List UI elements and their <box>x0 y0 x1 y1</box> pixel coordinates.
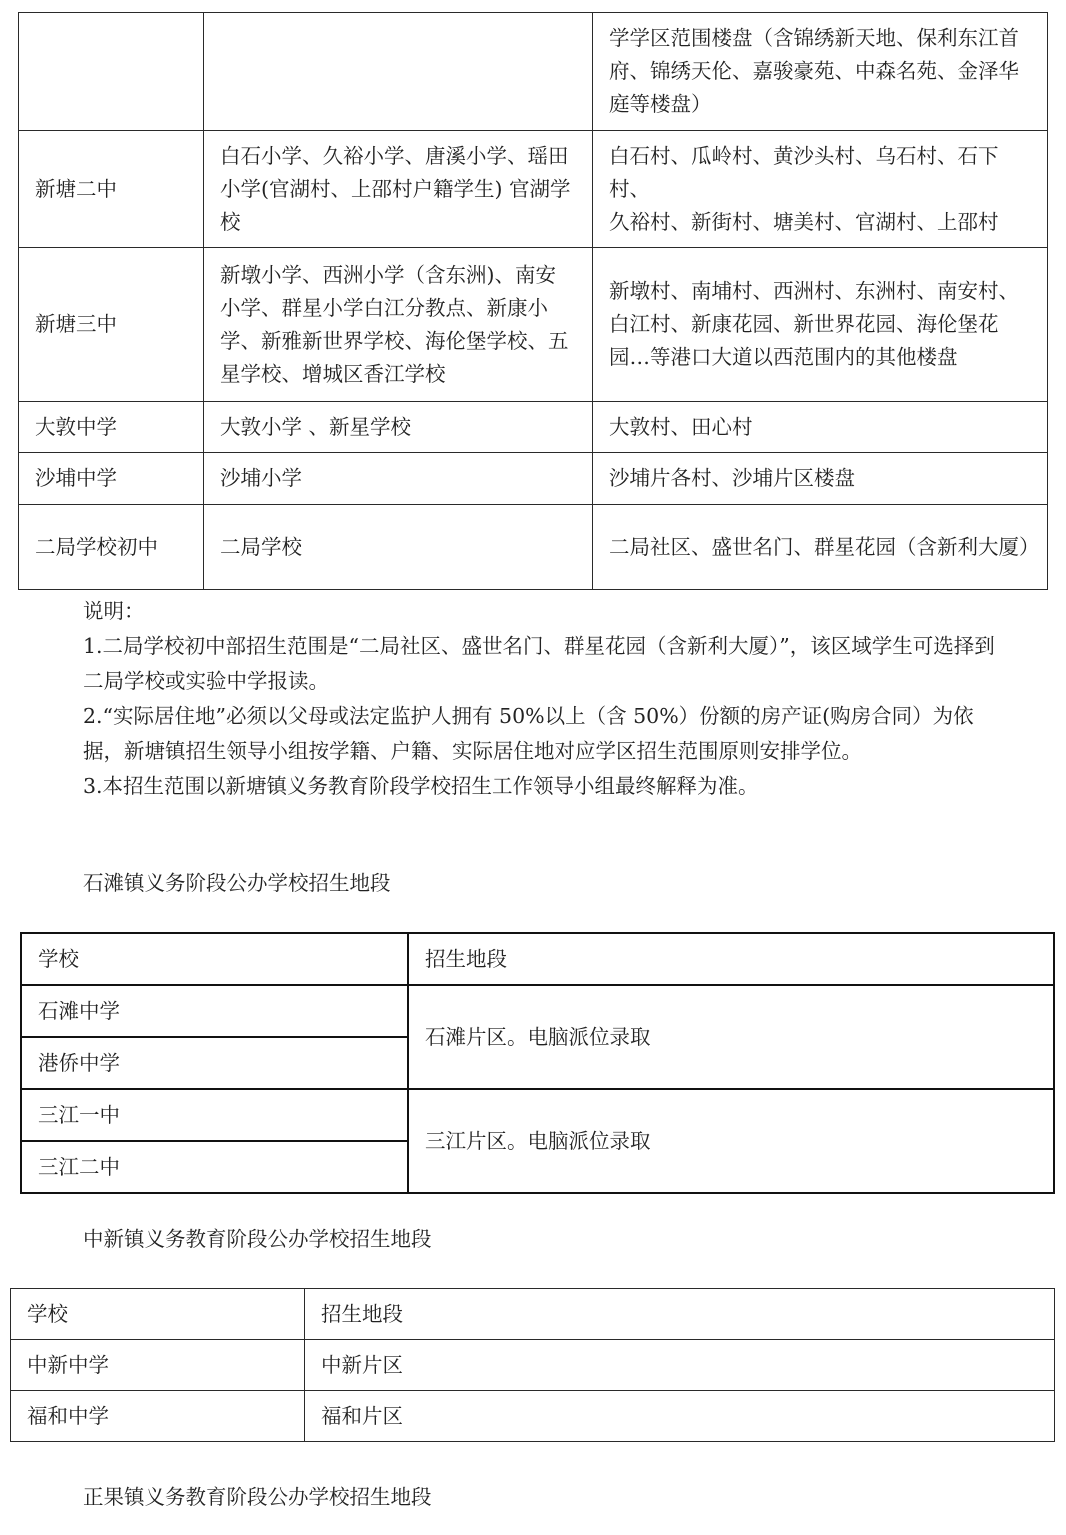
column-header-school: 学校 <box>21 933 408 985</box>
table-row <box>19 13 1048 131</box>
table-row <box>19 131 1048 248</box>
area-cell: 学学区范围楼盘（含锦绣新天地、保利东江首府、锦绣天伦、嘉骏豪苑、中森名苑、金泽华庭等楼盘） <box>593 13 1048 131</box>
area-cell: 沙埔片各村、沙埔片区楼盘 <box>593 453 1048 505</box>
primary-cell: 二局学校 <box>204 505 593 590</box>
table-row <box>11 1391 1055 1442</box>
school-cell: 三江二中 <box>21 1141 408 1193</box>
area-cell: 新墩村、南埔村、西洲村、东洲村、南安村、白江村、新康花园、新世界花园、海伦堡花园…等港口大道以西范围内的其他楼盘 <box>593 248 1048 402</box>
area-cell: 大敦村、田心村 <box>593 402 1048 453</box>
table-row <box>19 402 1048 453</box>
table-header-row <box>11 1289 1055 1340</box>
school-cell: 新塘二中 <box>19 131 204 248</box>
note-2: 2.“实际居住地”必须以父母或法定监护人拥有 50%以上（含 50%）份额的房产证(购房合同）为依据，新塘镇招生领导小组按学籍、户籍、实际居住地对应学区招生范围原则安排学位。 <box>83 704 974 763</box>
primary-cell: 沙埔小学 <box>204 453 593 505</box>
xintang-enrollment-table <box>18 12 1048 590</box>
school-cell: 二局学校初中 <box>19 505 204 590</box>
area-cell: 中新片区 <box>305 1340 1055 1391</box>
area-cell: 三江片区。电脑派位录取 <box>408 1089 1054 1193</box>
notes-title: 说明： <box>83 599 145 623</box>
school-cell: 中新中学 <box>11 1340 305 1391</box>
zhengguo-heading: 正果镇义务教育阶段公办学校招生地段 <box>83 1485 432 1509</box>
primary-cell <box>204 13 593 131</box>
shitan-enrollment-table <box>20 932 1055 1194</box>
zhongxin-heading: 中新镇义务教育阶段公办学校招生地段 <box>83 1227 432 1251</box>
area-cell: 福和片区 <box>305 1391 1055 1442</box>
notes-section <box>83 594 1003 804</box>
area-cell: 二局社区、盛世名门、群星花园（含新利大厦） <box>593 505 1048 590</box>
column-header-area: 招生地段 <box>305 1289 1055 1340</box>
table-row <box>19 248 1048 402</box>
column-header-area: 招生地段 <box>408 933 1054 985</box>
school-cell: 沙埔中学 <box>19 453 204 505</box>
note-3: 3.本招生范围以新塘镇义务教育阶段学校招生工作领导小组最终解释为准。 <box>83 774 759 798</box>
shitan-heading: 石滩镇义务阶段公办学校招生地段 <box>83 871 391 895</box>
school-cell: 新塘三中 <box>19 248 204 402</box>
column-header-school: 学校 <box>11 1289 305 1340</box>
table-row <box>11 1340 1055 1391</box>
note-1: 1.二局学校初中部招生范围是“二局社区、盛世名门、群星花园（含新利大厦）”，该区域学生可选择到二局学校或实验中学报读。 <box>83 634 995 693</box>
table-row <box>21 1089 1054 1141</box>
school-cell: 大敦中学 <box>19 402 204 453</box>
area-cell: 石滩片区。电脑派位录取 <box>408 985 1054 1089</box>
table-row <box>21 985 1054 1037</box>
primary-cell: 白石小学、久裕小学、唐溪小学、瑶田小学(官湖村、上邵村户籍学生) 官湖学校 <box>204 131 593 248</box>
table-row <box>19 453 1048 505</box>
school-cell: 石滩中学 <box>21 985 408 1037</box>
zhongxin-enrollment-table <box>10 1288 1055 1442</box>
primary-cell: 新墩小学、西洲小学（含东洲)、南安小学、群星小学白江分教点、新康小学、新雅新世界学校、海伦堡学校、五星学校、增城区香江学校 <box>204 248 593 402</box>
table-row <box>19 505 1048 590</box>
school-cell: 三江一中 <box>21 1089 408 1141</box>
school-cell: 港侨中学 <box>21 1037 408 1089</box>
school-cell: 福和中学 <box>11 1391 305 1442</box>
area-cell: 白石村、瓜岭村、黄沙头村、乌石村、石下村、 久裕村、新街村、塘美村、官湖村、上邵村 <box>593 131 1048 248</box>
primary-cell: 大敦小学 、新星学校 <box>204 402 593 453</box>
school-cell <box>19 13 204 131</box>
table-header-row <box>21 933 1054 985</box>
